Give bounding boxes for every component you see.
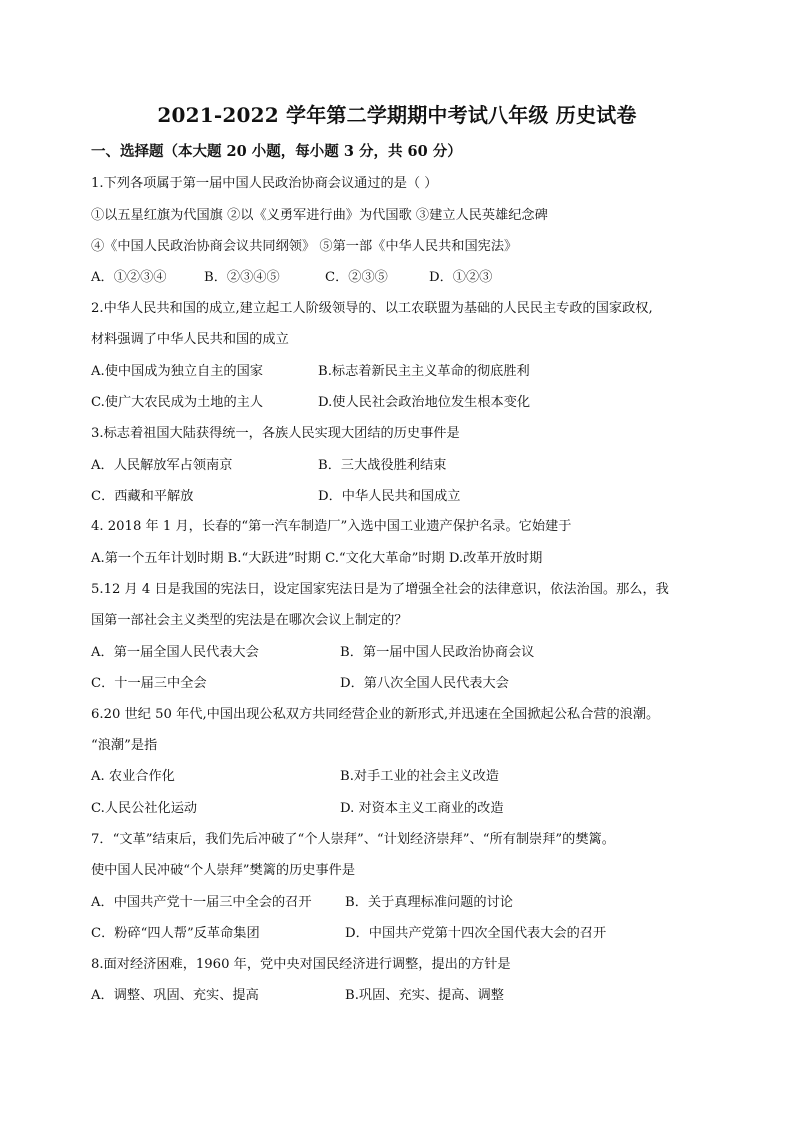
q3-option-a: A．人民解放军占领南京	[91, 458, 233, 473]
q1-option-b: B．②③④⑤	[204, 270, 280, 285]
q6-stem-line2: “浪潮”是指	[91, 738, 158, 753]
q2-option-b: B.标志着新民主主义革命的彻底胜利	[318, 364, 530, 379]
q4-stem: 4. 2018 年 1 月，长春的“第一汽车制造厂”入选中国工业遗产保护名录。它始建于	[91, 519, 572, 534]
q2-option-d: D.使人民社会政治地位发生根本变化	[318, 395, 531, 410]
q5-option-b: B．第一届中国人民政治协商会议	[340, 645, 535, 660]
q1-option-d: D．①②③	[429, 270, 493, 285]
q4-options: A.第一个五年计划时期 B.“大跃进”时期 C.“文化大革命”时期 D.改革开放时期	[91, 551, 543, 566]
section-heading: 一、选择题（本大题 20 小题，每小题 3 分，共 60 分）	[91, 143, 462, 160]
q7-option-c: C．粉碎“四人帮”反革命集团	[91, 926, 260, 941]
q6-option-b: B.对手工业的社会主义改造	[340, 769, 499, 784]
q1-option-c: C．②③⑤	[325, 270, 388, 285]
q6-option-c: C.人民公社化运动	[91, 801, 198, 816]
q7-stem-line2: 使中国人民冲破“个人崇拜”樊篱的历史事件是	[91, 863, 356, 878]
q5-stem-line2: 国第一部社会主义类型的宪法是在哪次会议上制定的？	[91, 613, 408, 628]
q7-option-d: D．中国共产党第十四次全国代表大会的召开	[345, 926, 607, 941]
q1-stem: 1.下列各项属于第一届中国人民政治协商会议通过的是（ ）	[91, 176, 438, 191]
q3-option-b: B．三大战役胜利结束	[318, 458, 447, 473]
q7-option-a: A．中国共产党十一届三中全会的召开	[91, 895, 312, 910]
q6-stem-line1: 6.20 世纪 50 年代,中国出现公私双方共同经营企业的新形式,并迅速在全国掀起公私合营的浪潮。	[91, 707, 660, 722]
q3-option-d: D．中华人民共和国成立	[318, 489, 461, 504]
q2-stem-line1: 2.中华人民共和国的成立,建立起工人阶级领导的、以工农联盟为基础的人民民主专政的国家政权,	[91, 301, 653, 316]
exam-title: 2021-2022 学年第二学期期中考试八年级 历史试卷	[157, 103, 637, 127]
q5-option-c: C．十一届三中全会	[91, 676, 207, 691]
q3-option-c: C．西藏和平解放	[91, 489, 194, 504]
q6-option-d: D. 对资本主义工商业的改造	[340, 801, 504, 816]
q1-option-a: A．①②③④	[91, 270, 167, 285]
q8-stem: 8.面对经济困难，1960 年，党中央对国民经济进行调整，提出的方针是	[91, 957, 511, 972]
q2-option-c: C.使广大农民成为土地的主人	[91, 395, 264, 410]
q3-stem: 3.标志着祖国大陆获得统一，各族人民实现大团结的历史事件是	[91, 426, 460, 441]
q2-option-a: A.使中国成为独立自主的国家	[91, 364, 263, 379]
q1-items-line2: ④《中国人民政治协商会议共同纲领》 ⑤第一部《中华人民共和国宪法》	[91, 239, 518, 254]
q7-option-b: B．关于真理标准问题的讨论	[345, 895, 513, 910]
q5-stem-line1: 5.12 月 4 日是我国的宪法日，设定国家宪法日是为了增强全社会的法律意识，依法治国。那么，我	[91, 582, 669, 597]
q5-option-a: A．第一届全国人民代表大会	[91, 645, 259, 660]
q6-option-a: A. 农业合作化	[91, 769, 175, 784]
q7-stem-line1: 7．“文革”结束后，我们先后冲破了“个人崇拜”、“计划经济崇拜”、“所有制崇拜”的樊篱。	[91, 832, 615, 847]
q1-items-line1: ①以五星红旗为代国旗 ②以《义勇军进行曲》为代国歌 ③建立人民英雄纪念碑	[91, 208, 548, 223]
q8-option-a: A．调整、巩固、充实、提高	[91, 988, 259, 1003]
q8-option-b: B.巩固、充实、提高、调整	[345, 988, 504, 1003]
q2-stem-line2: 材料强调了中华人民共和国的成立	[91, 332, 289, 347]
q5-option-d: D．第八次全国人民代表大会	[340, 676, 509, 691]
